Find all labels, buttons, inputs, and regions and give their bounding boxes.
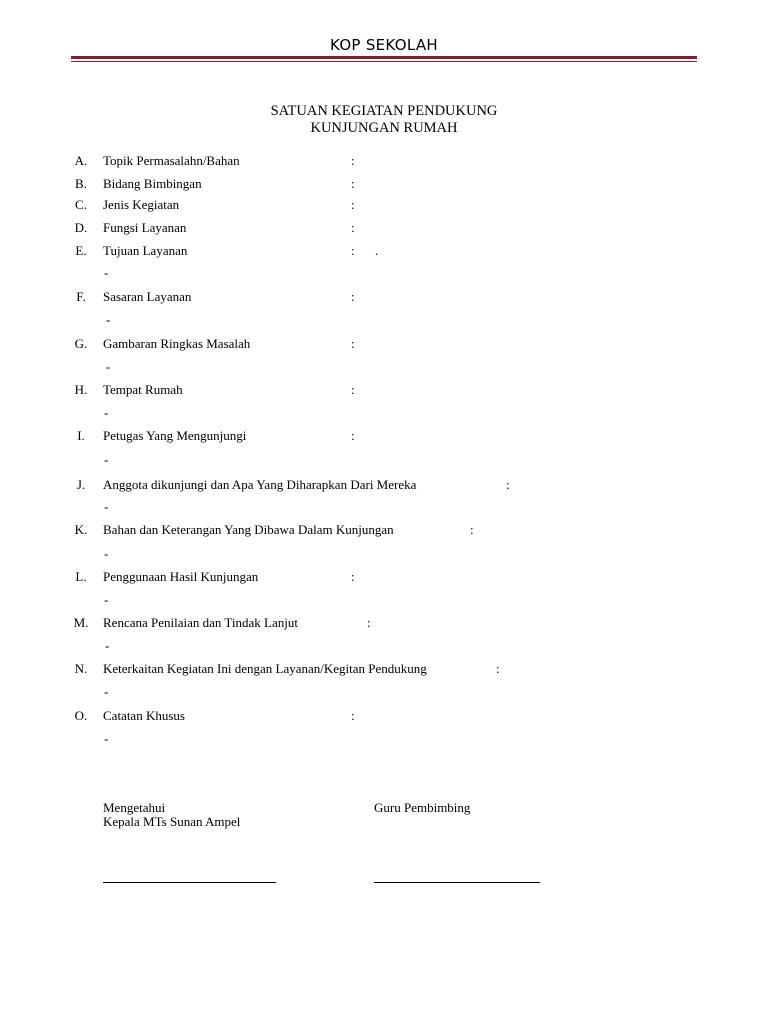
item-letter: B. <box>75 176 87 191</box>
item-h-answer-dash: - <box>104 405 109 420</box>
item-letter: M. <box>73 615 89 630</box>
item-i-answer-dash: - <box>104 452 109 467</box>
item-label: Jenis Kegiatan <box>103 197 180 212</box>
item-label: Bahan dan Keterangan Yang Dibawa Dalam Kunjungan <box>103 522 394 537</box>
item-f-answer-dash: - <box>106 312 111 327</box>
header-rule-thick <box>71 56 697 59</box>
item-colon: : <box>351 220 355 235</box>
signature-line-left <box>103 882 276 883</box>
item-colon: : <box>367 615 371 630</box>
item-colon: : <box>351 336 355 351</box>
item-k-answer-dash: - <box>104 546 109 561</box>
form-item-f <box>0 289 768 305</box>
form-item-k <box>0 522 768 538</box>
item-letter: K. <box>74 522 88 537</box>
item-colon: : <box>351 428 355 443</box>
item-label: Keterkaitan Kegiatan Ini dengan Layanan/Kegitan Pendukung <box>103 661 427 676</box>
item-l-answer-dash: - <box>104 592 109 607</box>
signature-left-title: Kepala MTs Sunan Ampel <box>103 814 241 829</box>
form-item-a <box>0 153 768 169</box>
item-letter: C. <box>75 197 87 212</box>
item-letter: H. <box>74 382 88 397</box>
item-colon: : <box>351 382 355 397</box>
item-label: Penggunaan Hasil Kunjungan <box>103 569 259 584</box>
item-colon: : <box>496 661 500 676</box>
form-item-g <box>0 336 768 352</box>
item-label: Fungsi Layanan <box>103 220 187 235</box>
item-m-answer-dash: - <box>105 638 110 653</box>
item-colon: : <box>351 708 355 723</box>
signature-line-right <box>374 882 540 883</box>
form-item-h <box>0 382 768 398</box>
form-item-j <box>0 477 768 493</box>
item-letter: L. <box>75 569 87 584</box>
item-letter: O. <box>74 708 88 723</box>
item-colon: : <box>351 243 355 258</box>
item-colon: : <box>506 477 510 492</box>
header-rule-thin <box>71 61 697 62</box>
kop-sekolah: KOP SEKOLAH <box>330 36 438 54</box>
item-g-answer-dash: - <box>106 359 111 374</box>
signature-right-caption: Guru Pembimbing <box>374 800 471 815</box>
item-letter: J. <box>76 477 86 492</box>
signature-left-caption: Mengetahui <box>103 800 166 815</box>
form-item-e <box>0 243 768 259</box>
item-o-answer-dash: - <box>104 731 109 746</box>
form-item-c <box>0 197 768 213</box>
item-label: Catatan Khusus <box>103 708 185 723</box>
item-letter: G. <box>74 336 88 351</box>
form-item-n <box>0 661 768 677</box>
item-letter: N. <box>74 661 88 676</box>
item-e-answer-dash: - <box>104 265 109 280</box>
item-colon: : <box>470 522 474 537</box>
item-label: Petugas Yang Mengunjungi <box>103 428 247 443</box>
item-colon: : <box>351 289 355 304</box>
item-letter: D. <box>74 220 88 235</box>
item-letter: E. <box>75 243 87 258</box>
document-title-line1: SATUAN KEGIATAN PENDUKUNG <box>270 103 498 119</box>
item-letter: F. <box>76 289 86 304</box>
item-letter: I. <box>77 428 85 443</box>
item-label: Rencana Penilaian dan Tindak Lanjut <box>103 615 298 630</box>
item-colon: : <box>351 176 355 191</box>
item-j-answer-dash: - <box>104 499 109 514</box>
form-item-i <box>0 428 768 444</box>
item-letter: A. <box>74 153 88 168</box>
item-colon: : <box>351 197 355 212</box>
document-title-line2: KUNJUNGAN RUMAH <box>310 120 458 136</box>
item-label: Sasaran Layanan <box>103 289 192 304</box>
item-label: Bidang Bimbingan <box>103 176 202 191</box>
item-colon: : <box>351 153 355 168</box>
form-item-m <box>0 615 768 631</box>
item-label: Tujuan Layanan <box>103 243 188 258</box>
item-label: Topik Permasalahn/Bahan <box>103 153 240 168</box>
item-label: Anggota dikunjungi dan Apa Yang Diharapkan Dari Mereka <box>103 477 417 492</box>
item-extra-dot: . <box>375 243 379 258</box>
form-item-l <box>0 569 768 585</box>
item-label: Gambaran Ringkas Masalah <box>103 336 251 351</box>
form-item-o <box>0 708 768 724</box>
item-n-answer-dash: - <box>104 684 109 699</box>
form-item-d <box>0 220 768 236</box>
item-colon: : <box>351 569 355 584</box>
item-label: Tempat Rumah <box>103 382 183 397</box>
form-item-b <box>0 176 768 192</box>
